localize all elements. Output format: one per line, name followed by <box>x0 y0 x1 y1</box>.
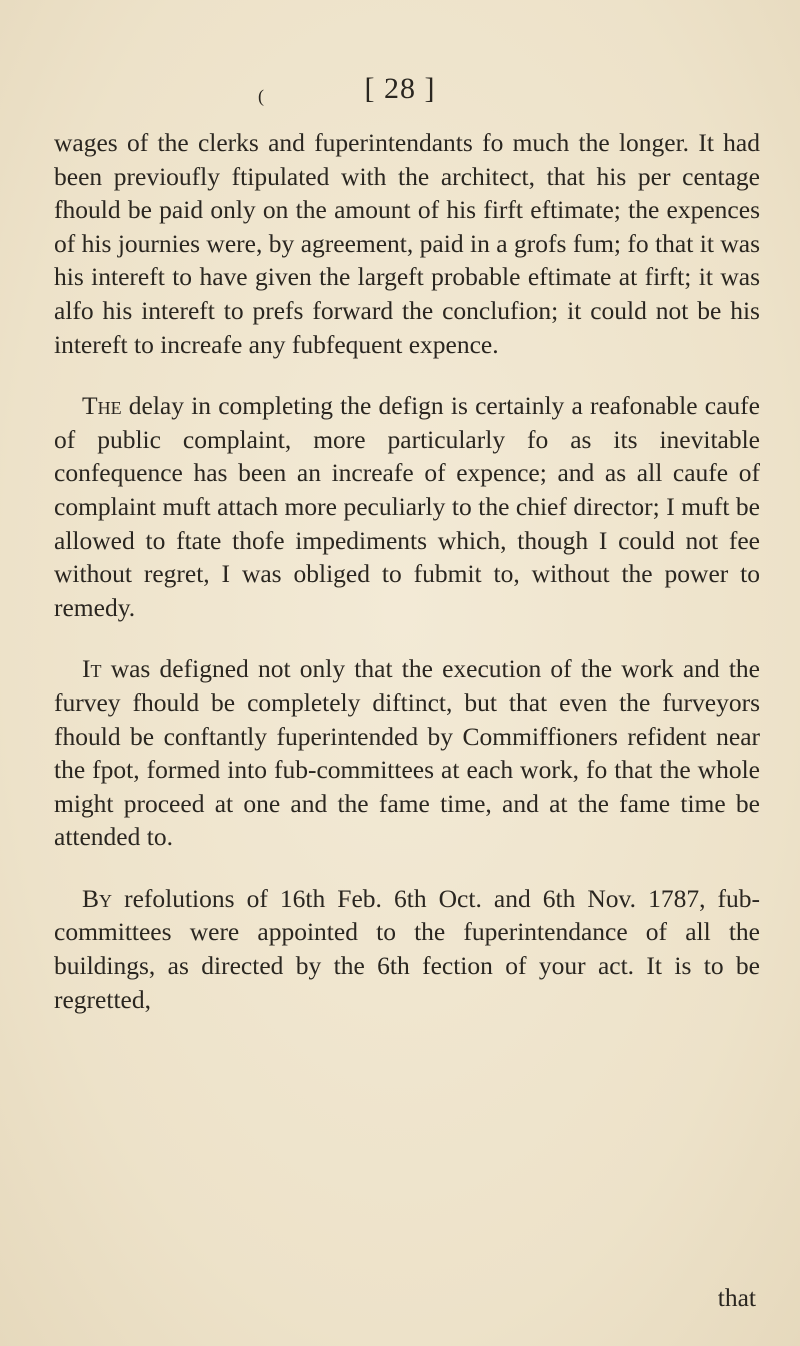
paragraph-2-text: delay in completing the defign is certainly a reafonable caufe of public complaint, more particularly fo as its inevitable confequence has been an increafe of expence; and as all caufe of complaint muft attach more peculiarly to the chief director; I muft be allowed to ftate thofe impediments which, though I could not fee without regret, I was obliged to fubmit to, without the power to remedy. <box>54 391 760 622</box>
paragraph-3 <box>54 652 760 854</box>
paragraph-4-lead: By <box>82 883 113 913</box>
paragraph-4-text: refolutions of 16th Feb. 6th Oct. and 6th Nov. 1787, fub-committees were appointed to the fuperintendance of all the buildings, as directed by the 6th fection of your act. It is to be regretted, <box>54 883 760 1014</box>
page-header <box>0 72 800 106</box>
catchword: that <box>717 1283 756 1312</box>
paragraph-4 <box>54 882 760 1016</box>
paragraph-1-text: wages of the clerks and fuperintendants fo much the longer. It had been previoufly ftipulated with the architect, that his per centage fhould be paid only on the amount of his firft eftimate; the expences of his journies were, by agreement, paid in a grofs fum; fo that it was his intereft to have given the largeft probable eftimate at firft; it was alfo his intereft to prefs forward the conclufion; it could not be his intereft to increafe any fubfequent expence. <box>54 128 760 359</box>
paragraph-2-lead: The <box>82 391 122 421</box>
paragraph-3-text: was defigned not only that the execution of the work and the furvey fhould be completely diftinct, but that even the furveyors fhould be conftantly fuperintended by Commiffioners refident near the fpot, formed into fub-committees at each work, fo that the whole might proceed at one and the fame time, and at the fame time be attended to. <box>54 654 760 852</box>
page-number: [ 28 ] <box>364 72 436 105</box>
body-text <box>54 126 760 1016</box>
header-mark: ( <box>258 86 265 106</box>
paragraph-1 <box>54 126 760 361</box>
paragraph-3-lead: It <box>82 654 102 684</box>
paragraph-2 <box>54 389 760 624</box>
